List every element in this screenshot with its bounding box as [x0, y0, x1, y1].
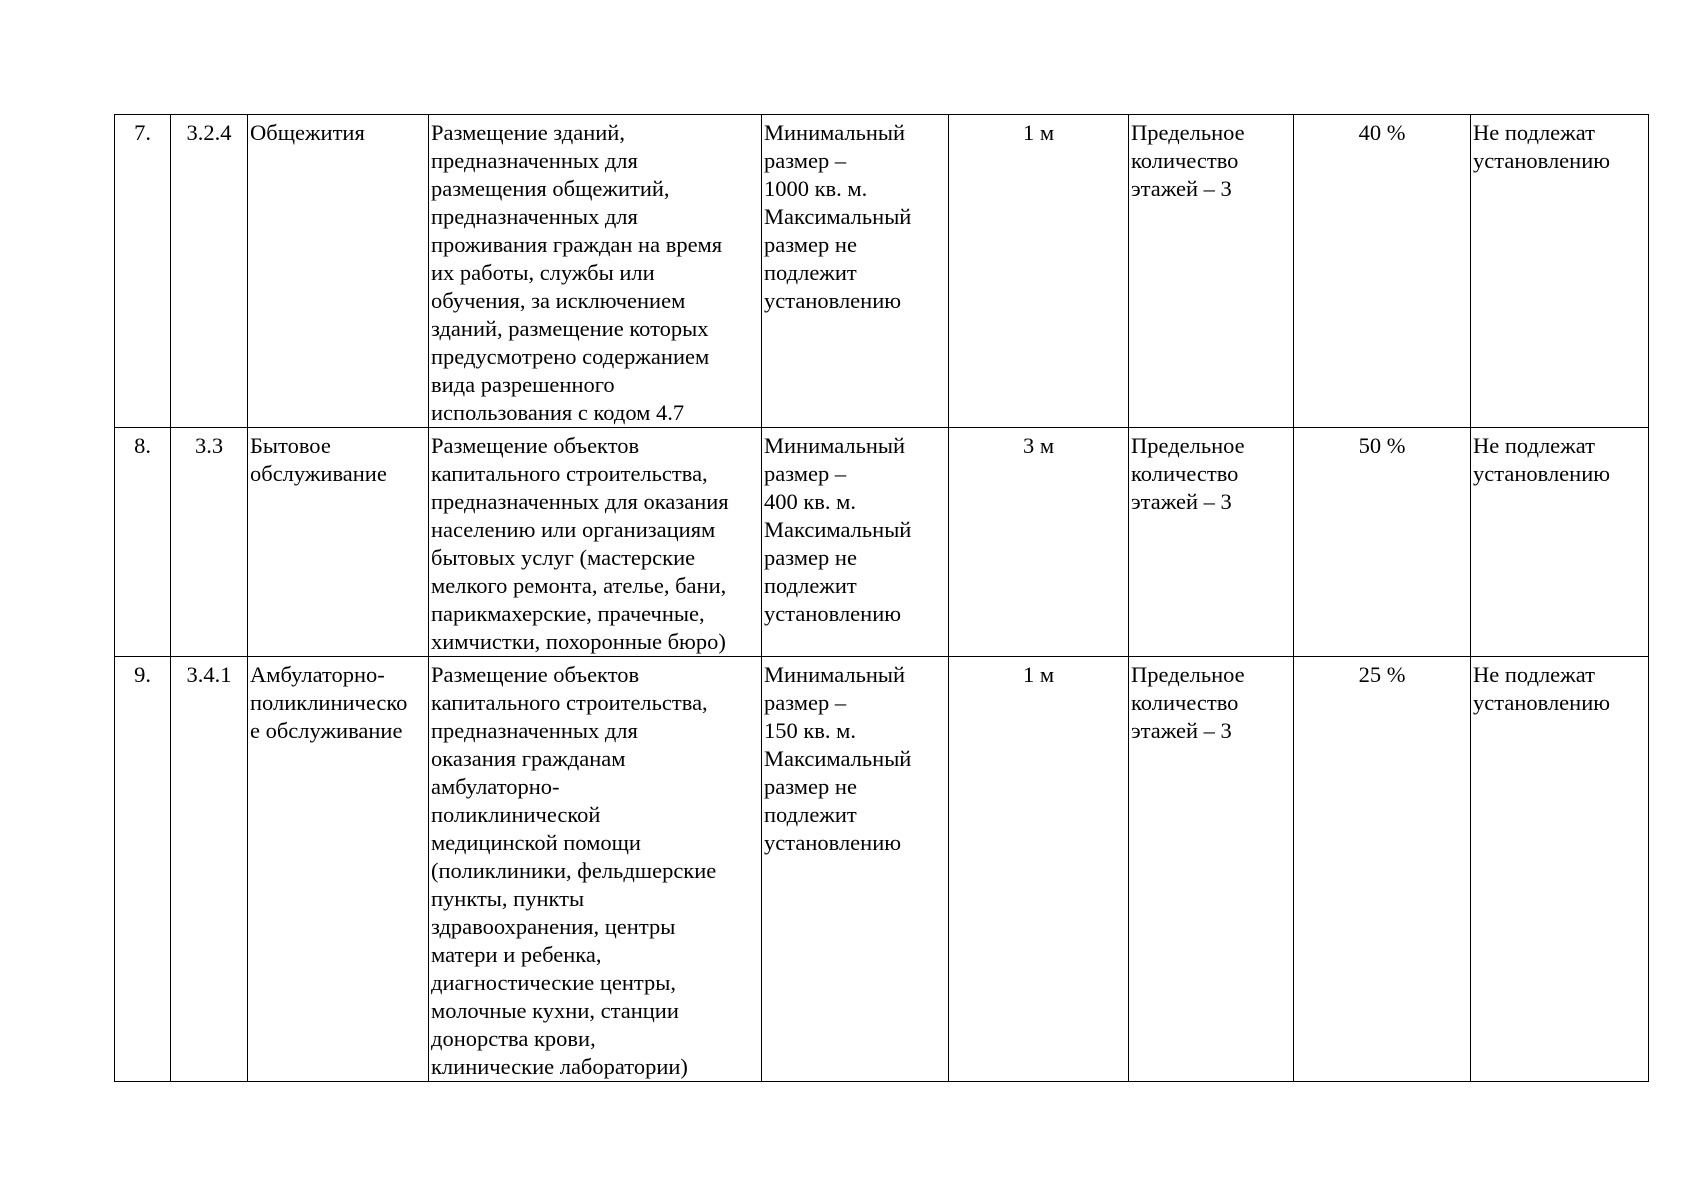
- other-parameters: Не подлежат установлению: [1471, 428, 1649, 657]
- use-description: Размещение зданий, предназначенных для размещения общежитий, предназначенных для проживания граждан на время их работы, службы или обучения, за исключением зданий, размещение которых предусмотрено содержанием вида разрешенного использования с кодом 4.7: [429, 115, 762, 428]
- use-code: 3.4.1: [171, 657, 248, 1082]
- max-floors: Предельное количество этажей – 3: [1129, 428, 1294, 657]
- row-number: 7.: [115, 115, 171, 428]
- use-description: Размещение объектов капитального строительства, предназначенных для оказания гражданам амбулаторно- поликлинической медицинской помощи (поликлиники, фельдшерские пункты, пункты здравоохранения, центры матери и ребенка, диагностические центры, молочные кухни, станции донорства крови, клинические лаборатории): [429, 657, 762, 1082]
- use-code: 3.3: [171, 428, 248, 657]
- min-setback: 1 м: [949, 657, 1129, 1082]
- plot-size-limits: Минимальный размер – 150 кв. м. Максимальный размер не подлежит установлению: [762, 657, 949, 1082]
- plot-size-limits: Минимальный размер – 1000 кв. м. Максимальный размер не подлежит установлению: [762, 115, 949, 428]
- land-use-regulations-table: [114, 114, 1649, 1082]
- row-number: 8.: [115, 428, 171, 657]
- table-row: [115, 657, 1649, 1082]
- table-row: [115, 115, 1649, 428]
- max-coverage-percent: 25 %: [1294, 657, 1471, 1082]
- table-row: [115, 428, 1649, 657]
- other-parameters: Не подлежат установлению: [1471, 657, 1649, 1082]
- other-parameters: Не подлежат установлению: [1471, 115, 1649, 428]
- max-coverage-percent: 40 %: [1294, 115, 1471, 428]
- max-floors: Предельное количество этажей – 3: [1129, 657, 1294, 1082]
- use-name: Бытовое обслуживание: [248, 428, 429, 657]
- min-setback: 1 м: [949, 115, 1129, 428]
- max-floors: Предельное количество этажей – 3: [1129, 115, 1294, 428]
- plot-size-limits: Минимальный размер – 400 кв. м. Максимальный размер не подлежит установлению: [762, 428, 949, 657]
- max-coverage-percent: 50 %: [1294, 428, 1471, 657]
- min-setback: 3 м: [949, 428, 1129, 657]
- row-number: 9.: [115, 657, 171, 1082]
- use-code: 3.2.4: [171, 115, 248, 428]
- use-description: Размещение объектов капитального строительства, предназначенных для оказания населению или организациям бытовых услуг (мастерские мелкого ремонта, ателье, бани, парикмахерские, прачечные, химчистки, похоронные бюро): [429, 428, 762, 657]
- use-name: Амбулаторно- поликлиническо е обслуживание: [248, 657, 429, 1082]
- use-name: Общежития: [248, 115, 429, 428]
